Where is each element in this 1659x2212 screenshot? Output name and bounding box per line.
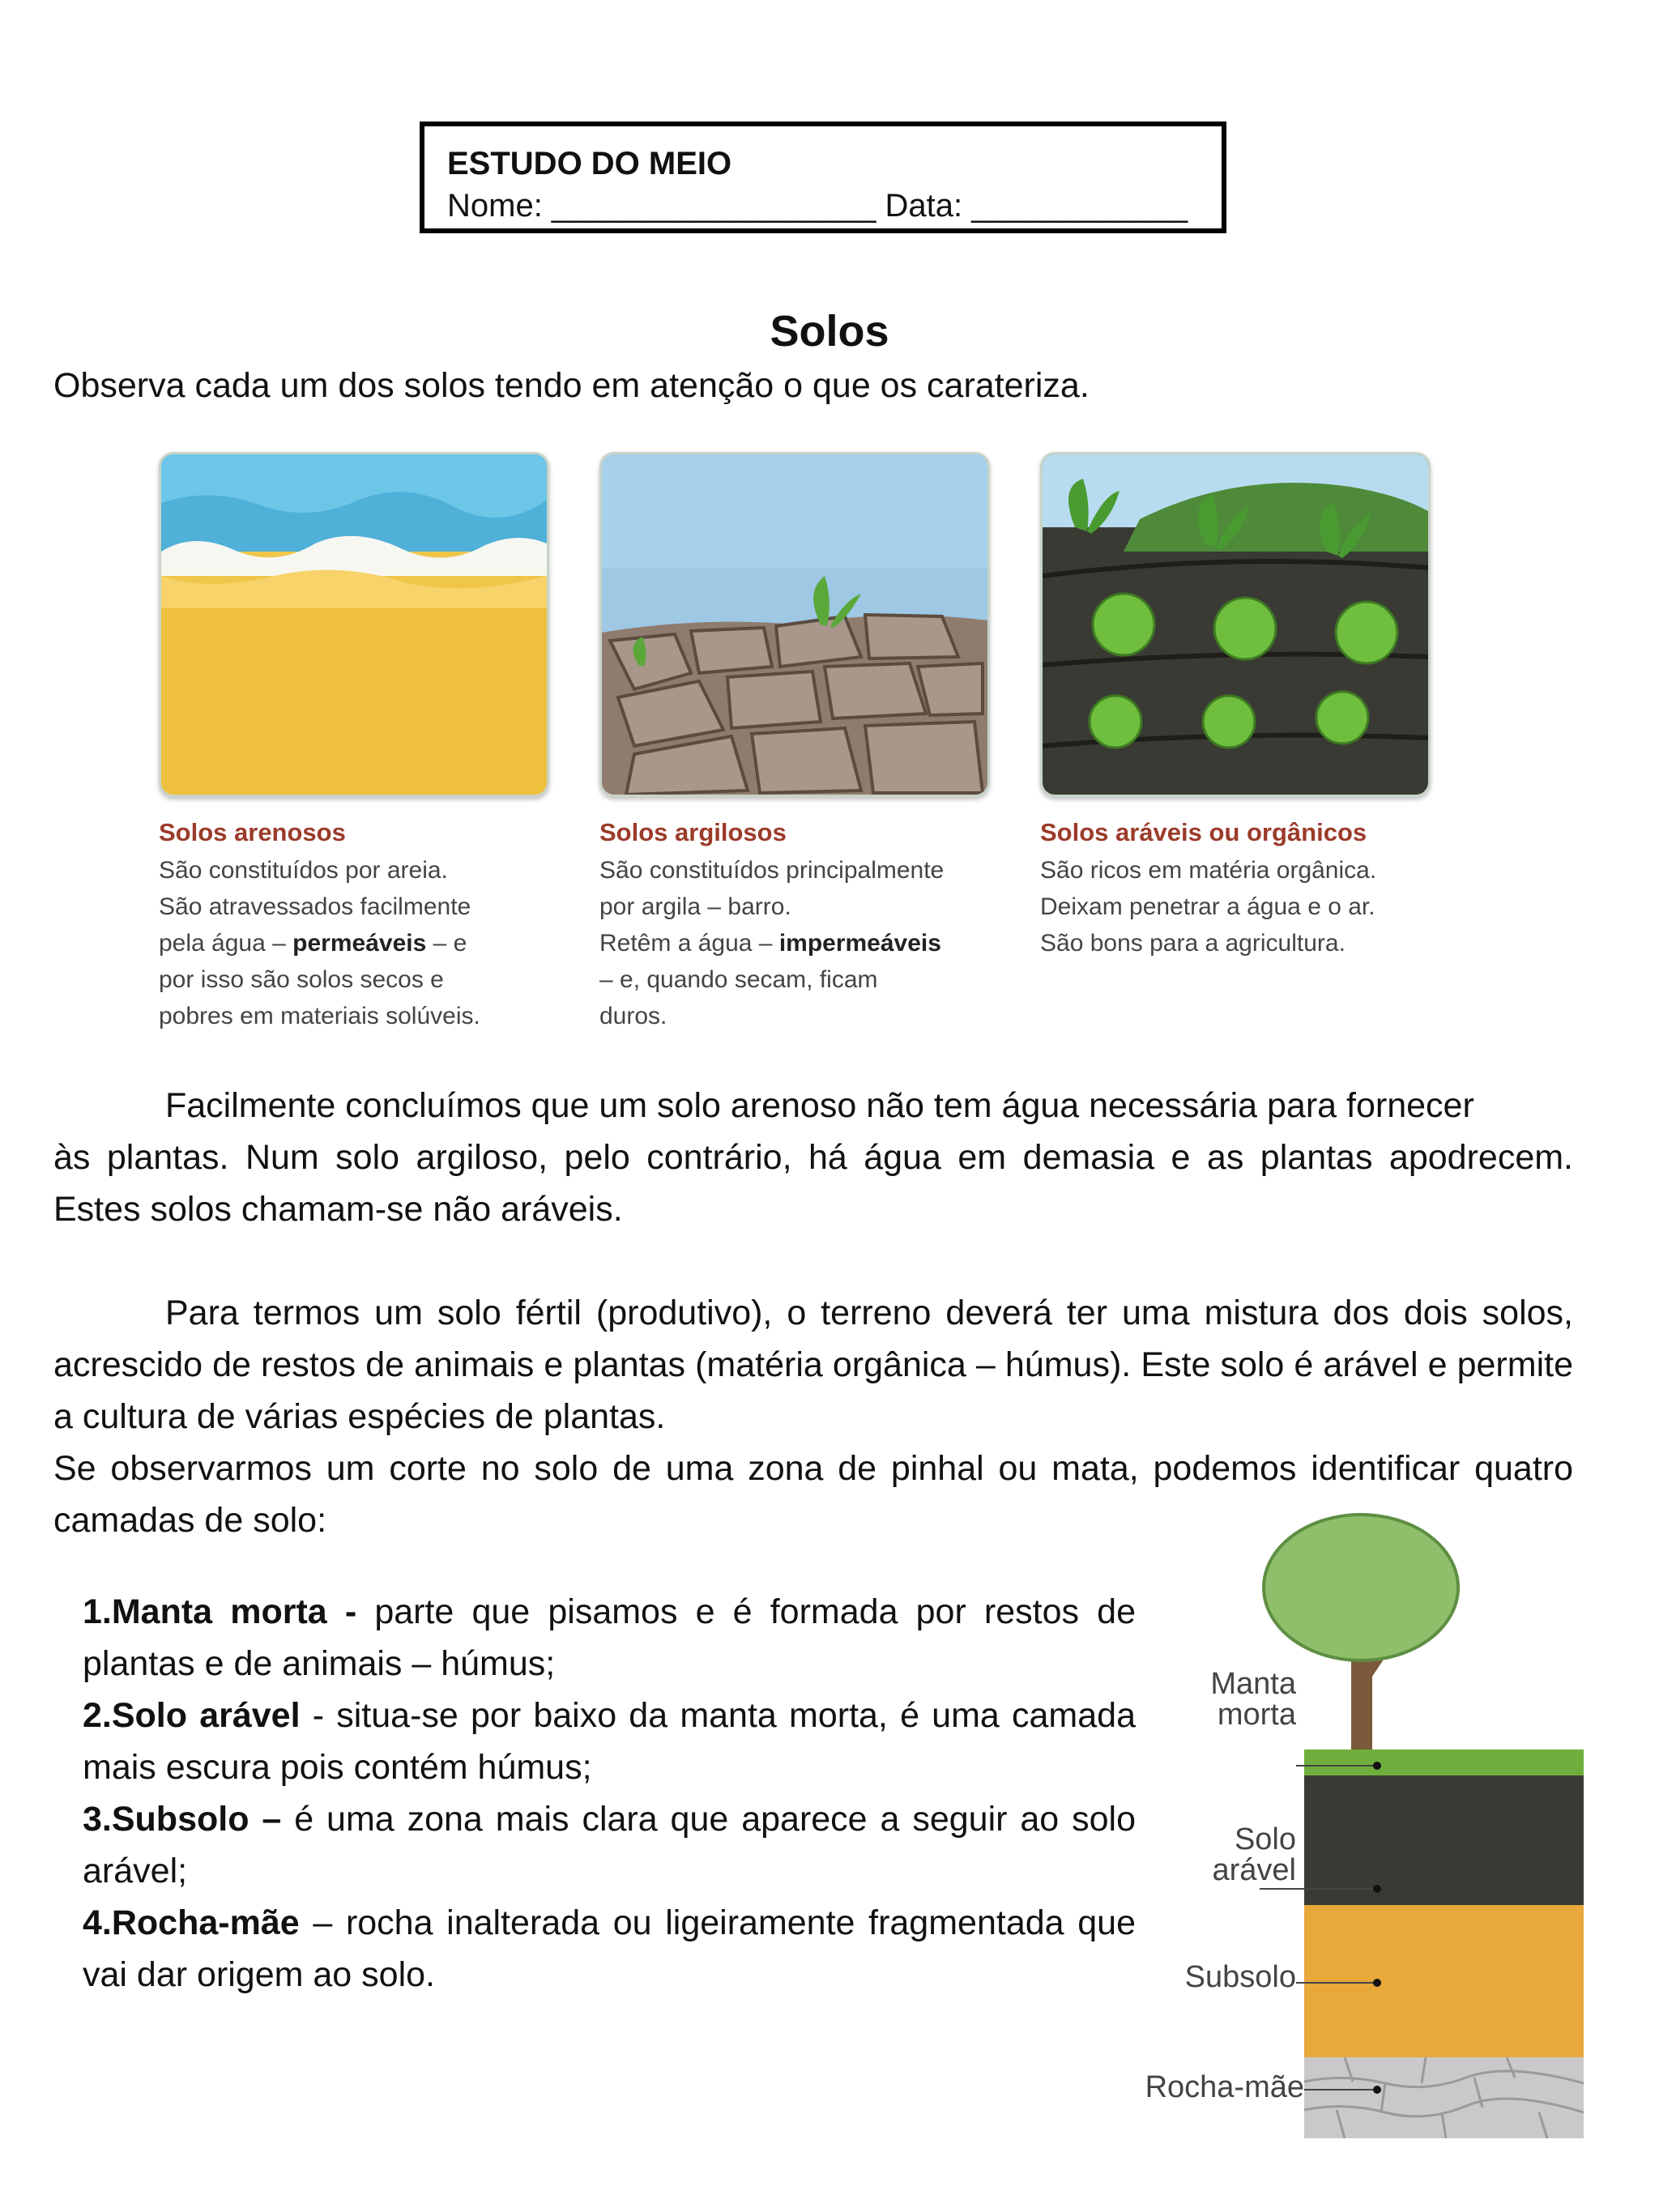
layer-term-1: 1.Manta morta - [83, 1592, 357, 1631]
soil-desc-sandy-bold: permeáveis [292, 930, 427, 957]
subject-title: ESTUDO DO MEIO [447, 146, 732, 181]
soil-desc-clay-b: – e, quando secam, ficam duros. [599, 966, 878, 1029]
label-manta-line-1: Manta [1210, 1667, 1296, 1701]
layer-term-3: 3.Subsolo – [83, 1800, 282, 1839]
label-solo-aravel [1150, 1824, 1296, 1886]
soil-desc-clay-bold: impermeáveis [778, 930, 941, 957]
layer-text-4: – rocha inalterada ou ligeiramente fragmentada que vai dar origem ao solo. [83, 1903, 1136, 1994]
soil-desc-sandy-a: São constituídos por areia. São atravessados facilmente pela água – [159, 857, 471, 957]
soil-name-arable: Solos aráveis ou orgânicos [1040, 818, 1367, 846]
layer-item-4 [83, 1897, 1136, 2001]
paragraph-3: Se observarmos um corte no solo de uma zona de pinhal ou mata, podemos identificar quatro camadas de solo: [53, 1449, 1573, 1540]
soil-desc-clay [599, 852, 996, 1034]
sandy-soil-illustration [159, 452, 549, 797]
layer-text-1: parte que pisamos e é formada por restos de plantas e de animais – húmus; [83, 1592, 1136, 1683]
soil-name-sandy: Solos arenosos [159, 818, 346, 846]
label-subsolo: Subsolo [1184, 1960, 1296, 1994]
intro-text: Observa cada um dos solos tendo em atenção o que os carateriza. [53, 366, 1090, 405]
header-box [420, 121, 1226, 233]
label-rocha-mae: Rocha-mãe [1145, 2070, 1304, 2104]
soil-desc-clay-a: São constituídos principalmente por argila – barro. Retêm a água – [599, 857, 945, 957]
soil-desc-sandy [159, 852, 556, 1034]
soil-profile-illustration [1102, 1507, 1588, 2138]
paragraph-1-line-2: às plantas. Num solo argiloso, pelo contrário, há água em demasia e as plantas apodrecem. Estes solos chamam-se não aráveis. [53, 1138, 1573, 1229]
soil-desc-arable-a: São ricos em matéria orgânica. Deixam penetrar a água e o ar. São bons para a agricultura. [1040, 857, 1377, 957]
label-solo-line-1: Solo [1234, 1822, 1296, 1856]
clay-soil-illustration [599, 452, 990, 797]
paragraph-1-line-1: Facilmente concluímos que um solo arenoso não tem água necessária para fornecer [165, 1086, 1474, 1125]
layer-item-2 [83, 1690, 1136, 1793]
name-date-line: Nome: __________________ Data: ____________ [447, 188, 1188, 224]
layer-text-2: - situa-se por baixo da manta morta, é uma camada mais escura pois contém húmus; [83, 1696, 1136, 1787]
layer-item-1 [83, 1586, 1136, 1690]
paragraph-2: Para termos um solo fértil (produtivo), o terreno deverá ter uma mistura dos dois solos, acrescido de restos de animais e plantas (matéria orgânica – húmus). Este solo é arável e permite a cultura de várias espécies de plantas. [53, 1294, 1573, 1436]
layer-term-2: 2.Solo arável [83, 1696, 301, 1735]
soil-desc-sandy-b: – e por isso são solos secos e pobres em materiais solúveis. [159, 930, 480, 1029]
layer-item-3 [83, 1793, 1136, 1897]
layer-term-4: 4.Rocha-mãe [83, 1903, 300, 1942]
soil-card-sandy [159, 452, 556, 1034]
arable-soil-illustration [1040, 452, 1431, 797]
soil-layers-list [83, 1586, 1136, 2001]
layer-text-3: é uma zona mais clara que aparece a seguir ao solo arável; [83, 1800, 1136, 1890]
page-title: Solos [770, 307, 889, 356]
paragraph-1 [53, 1080, 1573, 1235]
soil-card-clay [599, 452, 996, 1034]
soil-card-arable [1040, 452, 1437, 961]
soil-name-clay: Solos argilosos [599, 818, 787, 846]
soil-profile-diagram [1102, 1507, 1588, 2138]
soil-desc-arable [1040, 852, 1437, 961]
label-manta-line-2: morta [1217, 1698, 1296, 1732]
label-manta-morta [1150, 1669, 1296, 1730]
label-solo-line-2: arável [1212, 1853, 1296, 1887]
